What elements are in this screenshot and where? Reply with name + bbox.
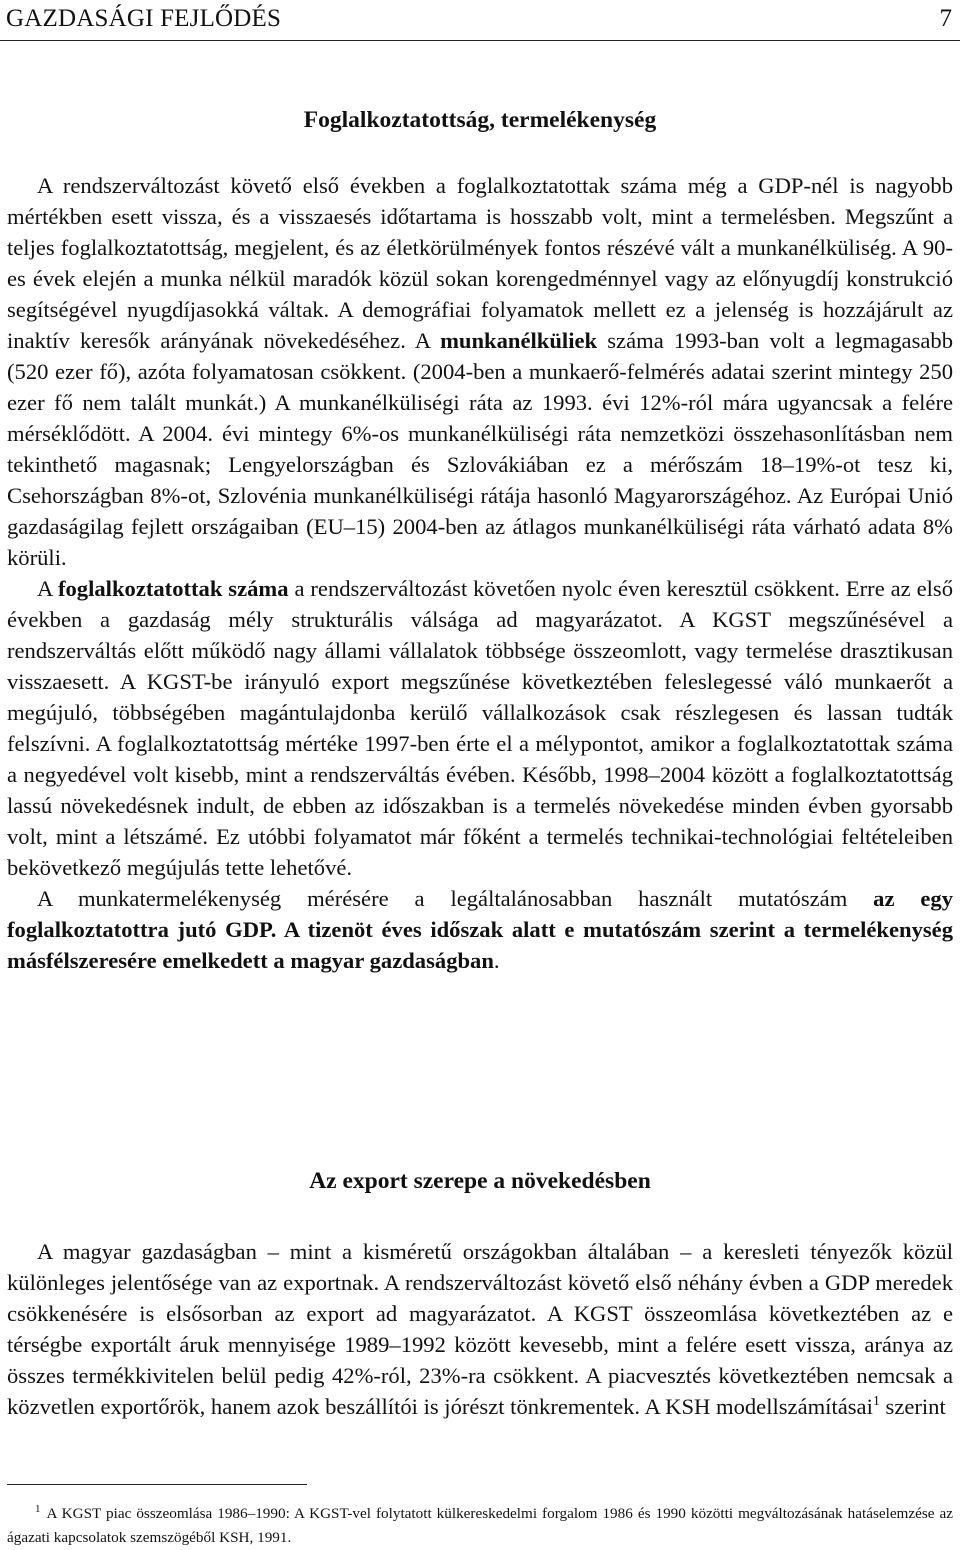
text-run: A rendszerváltozást követő első években a foglalkoztatottak száma még a GDP-nél is nagyobb mértékben esett vissza, és a visszaesés időtartama is hosszabb volt, mint a termelésben. Megszűnt a teljes foglalkoztatottság, megjelent, és az életkörülmények fontos részévé vált a munkanélküliség. A 90-es évek elején a munka nélkül maradók közül sokan korengedménnyel vagy az előnyugdíj konstrukció segítségével nyugdíjasokká váltak. A demográfiai folyamatok mellett ez a jelenség is hozzájárult az inaktív keresők arányának növekedéséhez. A: [7, 173, 953, 353]
page-number: 7: [939, 5, 952, 32]
text-run: A: [37, 576, 58, 601]
footnote: [7, 1497, 953, 1550]
text-run: A magyar gazdaságban – mint a kisméretű országokban általában – a keresleti tényezők közül különleges jelentősége van az exportnak. A rendszerváltozást követő első néhány évben a GDP meredek csökkenésére is elsősorban az export ad magyarázatot. A KGST összeomlása következtében az e térségbe exportált áruk mennyisége 1989–1992 között kevesebb, mint a felére esett vissza, aránya az összes termékkivitelen belül pedig 42%-ról, 23%-ra csökkent. A piacvesztés következtében nemcsak a közvetlen exportőrök, hanem azok beszállítói is jórészt tönkrementek. A KSH modellszámításai: [7, 1239, 953, 1419]
section-body-export: [7, 1236, 953, 1422]
footnote-text: A KGST piac összeomlása 1986–1990: A KGST-vel folytatott külkereskedelmi forgalom 1986 és 1990 közötti megváltozásának hatáselemzése az ágazati kapcsolatok szemszögéből KSH, 1991.: [7, 1505, 953, 1547]
paragraph: [7, 170, 953, 573]
paragraph: [7, 573, 953, 883]
text-run: A munkatermelékenység mérésére a legáltalánosabban használt mutatószám: [37, 886, 874, 911]
section-body-employment: [7, 170, 953, 976]
footnote-divider: [7, 1484, 307, 1485]
page-header: [0, 0, 960, 41]
text-run: száma 1993-ban volt a legmagasabb (520 ezer fő), azóta folyamatosan csökkent. (2004-ben a munkaerő-felmérés adatai szerint mintegy 250 ezer fő nem talált munkát.) A munkanélküliségi ráta az 1993. évi 12%-ról mára ugyancsak a felére mérséklődött. A 2004. évi mintegy 6%-os munkanélküliségi ráta nemzetközi összehasonlításban nem tekinthető magasnak; Lengyelországban és Szlovákiában ez a mérőszám 18–19%-ot tesz ki, Csehországban 8%-ot, Szlovénia munkanélküliségi rátája hasonló Magyarországéhoz. Az Európai Unió gazdaságilag fejlett országaiban (EU–15) 2004-ben az átlagos munkanélküliségi ráta várható adata 8% körüli.: [7, 328, 953, 570]
text-run: .: [493, 948, 500, 973]
bold-statement: az egy foglalkoztatottra jutó GDP. A tizenöt éves időszak alatt e mutatószám szerint a termelékenység másfélszeresére emelkedett a magyar gazdaságban: [7, 886, 953, 973]
section-heading-employment: Foglalkoztatottság, termelékenység: [303, 107, 657, 133]
bold-term: munkanélküliek: [440, 328, 598, 353]
section-heading-export: Az export szerepe a növekedésben: [309, 1168, 651, 1194]
paragraph: [7, 1236, 953, 1422]
running-title: GAZDASÁGI FEJLŐDÉS: [6, 5, 282, 32]
text-run: a rendszerváltozást követően nyolc éven keresztül csökkent. Erre az első években a gazdaság mély strukturális válsága ad magyarázatot. A KGST megszűnésével a rendszerváltás előtt működő nagy állami vállalatok többsége összeomlott, vagy termelése drasztikusan visszaesett. A KGST-be irányuló export megszűnése következtében feleslegessé váló munkaerőt a megújuló, többségében magántulajdonba kerülő vállalkozások csak részlegesen és lassan tudták felszívni. A foglalkoztatottság mértéke 1997-ben érte el a mélypontot, amikor a foglalkoztatottak száma a negyedével volt kisebb, mint a rendszerváltás évében. Később, 1998–2004 között a foglalkoztatottság lassú növekedésnek indult, de ebben az időszakban is a termelés növekedése minden évben gyorsabb volt, mint a létszámé. Ez utóbbi folyamatot már főként a termelés technikai-technológiai feltételeiben bekövetkező megújulás tette lehetővé.: [7, 576, 954, 880]
footnote-marker: 1: [35, 1503, 41, 1515]
bold-term: foglalkoztatottak száma: [57, 576, 289, 601]
text-run: szerint: [879, 1394, 946, 1419]
paragraph: [7, 883, 953, 976]
footnote-reference[interactable]: 1: [872, 1394, 880, 1409]
